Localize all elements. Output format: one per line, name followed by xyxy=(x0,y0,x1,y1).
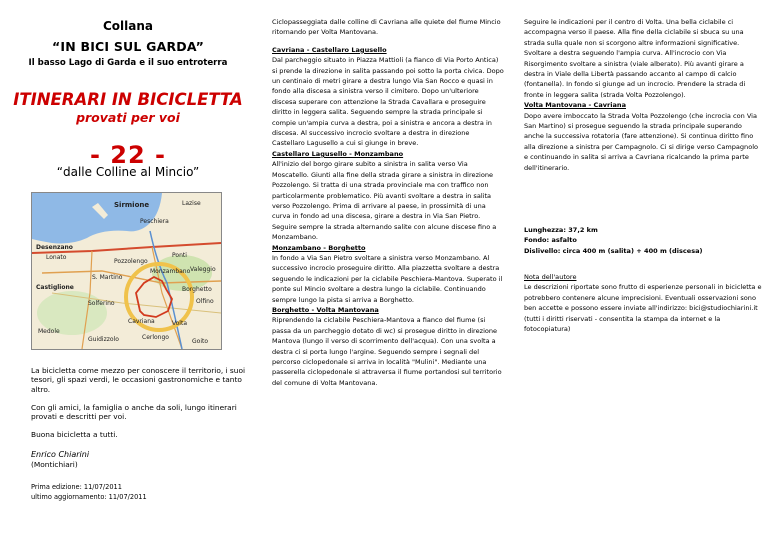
route-map xyxy=(31,192,222,350)
note-text: Le descrizioni riportate sono frutto di esperienze personali in bicicletta e potrebbero contenere alcune imprecisioni. Eventuali osservazioni sono ben accette e possono essere inviate all'indirizzo: bici@studiochiarini.it (tutti i diritti riservati - consentita la stampa da internet e la fotocopiatura) xyxy=(524,283,762,334)
route-surface: Fondo: asfalto xyxy=(524,236,577,245)
map-label: Olfino xyxy=(196,298,214,305)
map-label: S. Martino xyxy=(92,274,123,281)
route-length: Lunghezza: 37,2 km xyxy=(524,226,598,234)
map-label: Monzambano xyxy=(150,268,191,275)
edition-dates xyxy=(31,482,251,503)
last-update: ultimo aggiornamento: 11/07/2011 xyxy=(31,493,147,502)
cover-column xyxy=(0,0,256,543)
map-label: Castiglione xyxy=(36,284,74,291)
route-elevation: Dislivello: circa 400 m (salita) + 400 m (discesa) xyxy=(524,246,703,255)
route-continuation-column xyxy=(512,0,768,543)
map-label: Desenzano xyxy=(36,244,73,251)
map-label: Solferino xyxy=(88,300,115,307)
intro-paragraph: La bicicletta come mezzo per conoscere il territorio, i suoi tesori, gli spazi verdi, le occasioni gastronomiche e tanto altro. xyxy=(31,366,246,394)
section-title: Cavriana - Castellaro Lagusello xyxy=(272,45,387,54)
route-continuation xyxy=(524,17,762,173)
series-subtitle: Il basso Lago di Garda e il suo entroterra xyxy=(28,58,228,68)
author-note xyxy=(524,272,762,334)
section-text: In fondo a Via San Pietro svoltare a sinistra verso Monzambano. Al successivo incrocio proseguire diritto. Alla piazzetta svoltare a destra seguendo le indicazioni per la ciclabile Peschiera-Mantova. Superato il ponte sul Mincio svoltare a destra lungo la ciclabile. Continuando sempre lungo la pista si arriva a Borghetto. xyxy=(272,253,503,304)
map-label: Cerlongo xyxy=(142,334,169,341)
map-svg xyxy=(32,193,221,349)
section-text: All'inizio del borgo girare subito a sinistra in salita verso Via Moscatello. Giunti alla fine della strada girare a sinistra in direzione Pozzolengo. Si tratta di una strada provinciale ma con traffico non particolarmente problematico. Più avanti svoltare a destra in salita verso Pozzolengo. Prima di arrivare al paese, in prossimità di una curva in fondo ad una discesa, girare a destra in Via San Pietro. Seguire sempre la strada alternando salite con alcune discese fino a Monzambano. xyxy=(272,160,497,242)
section-text: Dal parcheggio situato in Piazza Mattioli (a fianco di Via Porto Antica) si prende la direzione in salita passando poi sotto la porta civica. Dopo un centinaio di metri girare a destra lungo Via San Rocco e quasi in fondo alla discesa a sinistra verso il cimitero. Dopo un'ulteriore discesa superare con attenzione la Strada Cavallara e proseguire diritto in leggera salita. Seguendo sempre la strada principale si compie un'ampia curva a destra, poi a sinistra e ancora a destra in discesa. Al successivo incrocio svoltare a destra in direzione Castellaro Lagusello a cui si giunge in breve. xyxy=(272,56,504,148)
provati-subheading: provati per voi xyxy=(76,110,180,125)
greeting: Buona bicicletta a tutti. xyxy=(31,430,118,439)
map-label: Lazise xyxy=(182,200,201,207)
map-label: Peschiera xyxy=(140,218,169,225)
section-title: Volta Mantovana - Cavriana xyxy=(524,101,626,110)
section-title: Monzambano - Borghetto xyxy=(272,243,366,252)
first-edition: Prima edizione: 11/07/2011 xyxy=(31,483,122,491)
map-label: Guidizzolo xyxy=(88,336,119,343)
itinerari-heading: ITINERARI IN BICICLETTA xyxy=(13,90,243,109)
series-title: “IN BICI SUL GARDA” xyxy=(52,39,204,54)
section-text: Riprendendo la ciclabile Peschiera-Mantova a fianco del fiume (si passa da un parcheggio dotato di wc) si prosegue diritto in direzione Mantova (lungo il verso di scorrimento dell'acqua). Con una svolta a destra ci si porta lungo l'argine. Seguendo sempre i segnali del percorso ciclopedonale si arriva in località "Mulini". Mediante una passerella ciclopedonale si attraversa il fiume portandosi sul territorio del comune di Volta Mantovana. xyxy=(272,316,502,387)
section-title: Borghetto - Volta Mantovana xyxy=(272,305,379,314)
map-label: Cavriana xyxy=(128,318,155,325)
author-city: (Montichiari) xyxy=(31,460,78,469)
author-name: Enrico Chiarini xyxy=(31,450,90,459)
map-label: Sirmione xyxy=(114,201,150,209)
itinerary-number: - 22 - xyxy=(89,141,167,169)
route-name: “dalle Colline al Mincio” xyxy=(56,165,200,179)
intro-paragraph: Con gli amici, la famiglia o anche da soli, lungo itinerari provati e descritti per voi. xyxy=(31,403,237,422)
note-title: Nota dell'autore xyxy=(524,273,577,281)
collana-label: Collana xyxy=(102,19,153,33)
map-label: Volta xyxy=(172,320,188,327)
map-label: Borghetto xyxy=(182,286,212,293)
route-description-column xyxy=(256,0,512,543)
section-title: Castellaro Lagusello - Monzambano xyxy=(272,149,404,158)
intro-text: Ciclopasseggiata dalle colline di Cavriana alle quiete del fiume Mincio ritornando per Volta Mantovana. xyxy=(272,18,501,37)
map-label: Pozzolengo xyxy=(114,258,148,265)
map-label: Medole xyxy=(38,328,60,335)
map-label: Valeggio xyxy=(190,266,216,273)
route-description xyxy=(272,17,504,388)
section-text: Dopo avere imboccato la Strada Volta Pozzolengo (che incrocia con Via San Martino) si prosegue seguendo la strada principale superando anche la successiva rotatoria (fare attenzione). Si continua diritto fino alla direzione a sinistra per Campagnolo. Ci si dirige verso Campagnolo e continuando in salita si arriva a Cavriana ricalcando la prima parte dell'itinerario. xyxy=(524,111,759,172)
map-label: Ponti xyxy=(172,252,187,259)
map-label: Lonato xyxy=(46,254,67,261)
map-label: Goito xyxy=(192,338,209,345)
route-stats xyxy=(524,225,762,256)
section-text: Seguire le indicazioni per il centro di Volta. Una bella ciclabile ci accompagna verso il paese. Alla fine della ciclabile si sbuca su una strada sulla quale non si scorgono altre informazioni significative. Svoltare a destra seguendo l'ampia curva. All'incrocio con Via Risorgimento svoltare a sinistra (viale alberato). Più avanti girare a destra in Viale della Libertà passando accanto al campo di calcio (fontanella). In fondo si giunge ad un incrocio. Prendere la strada di fronte in leggera salita (strada Volta Pozzolengo). xyxy=(524,18,746,99)
